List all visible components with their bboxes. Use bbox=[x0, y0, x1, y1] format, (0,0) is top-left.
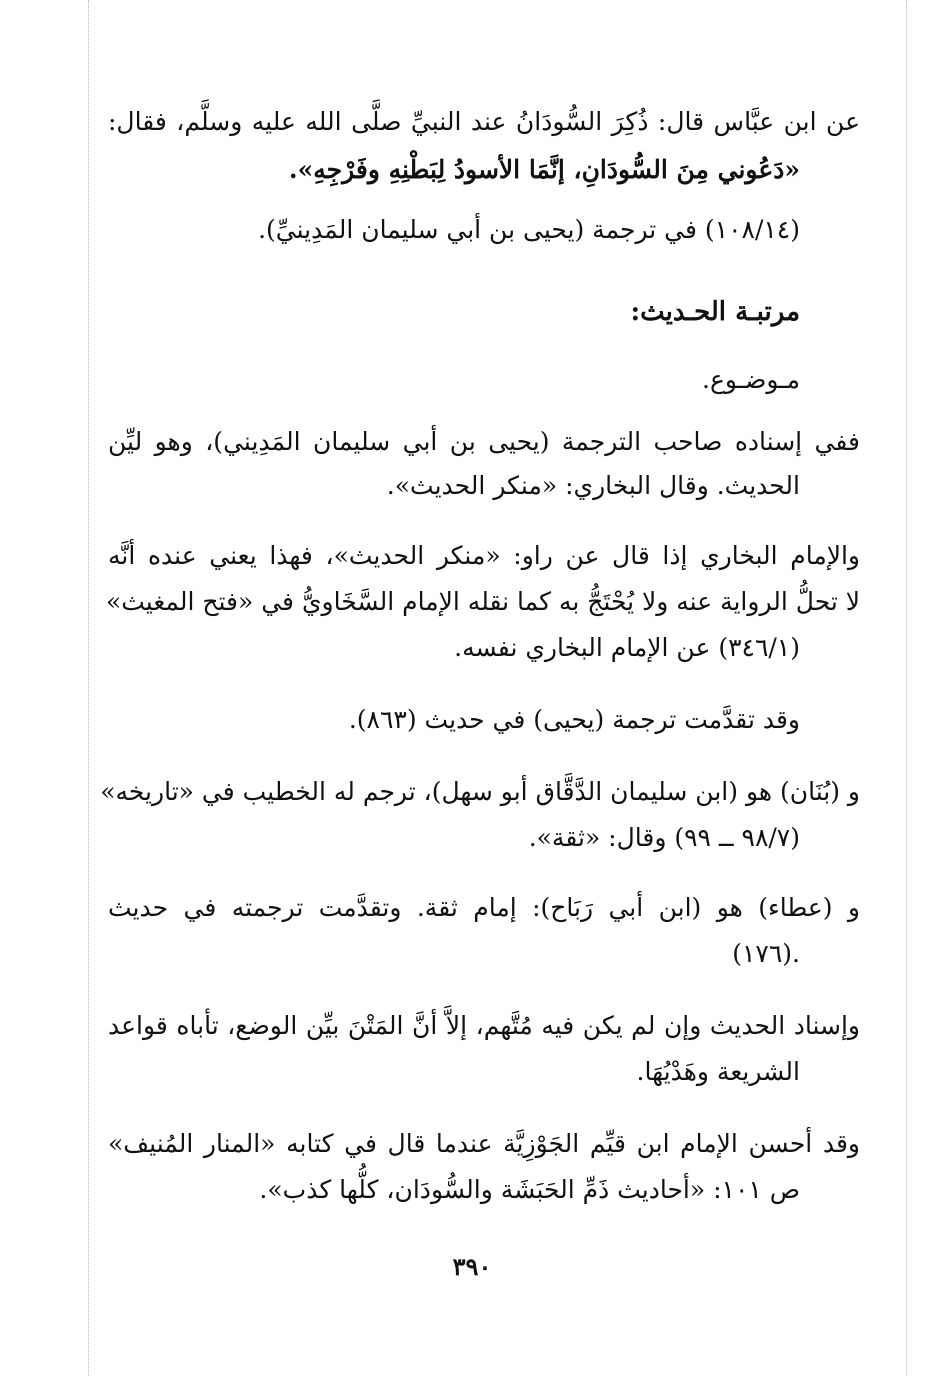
paragraph-9-line-1: وقد أحسن الإمام ابن قيِّم الجَوْزِيَّة عندما قال في كتابه «المنار المُنيف» bbox=[108, 1129, 860, 1158]
paragraph-3-line-2: الحديث. وقال البخاري: «منكر الحديث». bbox=[386, 471, 800, 500]
paragraph-5-line-1: وقد تقدَّمت ترجمة (يحيى) في حديث (٨٦٣). bbox=[348, 705, 800, 734]
hadith-text-line-1: عن ابن عبَّاس قال: ذُكِرَ السُّودَانُ عند النبيِّ صلَّى الله عليه وسلَّم، فقال: bbox=[108, 107, 860, 136]
section-heading: مرتبـة الحـديث: bbox=[630, 297, 800, 327]
page-number: ٣٩٠ bbox=[452, 1252, 492, 1281]
paragraph-6-line-1: و (بُنَان) هو (ابن سليمان الدَّقَّاق أبو سهل)، ترجم له الخطيب في «تاريخه» bbox=[100, 777, 860, 806]
scan-edge-right bbox=[906, 0, 907, 1376]
paragraph-8-line-1: وإسناد الحديث وإن لم يكن فيه مُتَّهم، إلاَّ أنَّ المَتْنَ بيِّن الوضع، تأباه قواعد bbox=[108, 1011, 860, 1040]
hadith-text-line-2: «دَعُوني مِنَ السُّودَانِ، إنَّمَا الأسودُ لِبَطْنِهِ وفَرْجِهِ». bbox=[288, 155, 800, 184]
paragraph-7-line-2: (١٧٦). bbox=[732, 939, 800, 968]
paragraph-7-line-1: و (عطاء) هو (ابن أبي رَبَاح): إمام ثقة. وتقدَّمت ترجمته في حديث bbox=[108, 893, 860, 922]
paragraph-8-line-2: الشريعة وهَدْيُهَا. bbox=[636, 1057, 800, 1086]
hadith-grade: مـوضـوع. bbox=[702, 365, 800, 394]
paragraph-6-line-2: (٩٨/٧ ــ ٩٩) وقال: «ثقة». bbox=[528, 823, 800, 852]
paragraph-9-line-2: ص ١٠١: «أحاديث ذَمِّ الحَبَشَة والسُّودَان، كلُّها كذب». bbox=[259, 1175, 800, 1204]
paragraph-3-line-1: ففي إسناده صاحب الترجمة (يحيى بن أبي سليمان المَدِيني)، وهو ليِّن bbox=[108, 427, 860, 456]
scan-edge-left bbox=[88, 0, 89, 1376]
paragraph-4-line-2: لا تحلُّ الرواية عنه ولا يُحْتَجُّ به كما نقله الإمام السَّخَاويُّ في «فتح المغيث» bbox=[105, 587, 860, 616]
paragraph-4-line-3: (٣٤٦/١) عن الإمام البخاري نفسه. bbox=[454, 633, 800, 662]
paragraph-4-line-1: والإمام البخاري إذا قال عن راو: «منكر الحديث»، فهذا يعني عنده أنَّه bbox=[108, 541, 860, 570]
reference-line: (١٠٨/١٤) في ترجمة (يحيى بن أبي سليمان المَدِينيِّ). bbox=[258, 215, 800, 244]
